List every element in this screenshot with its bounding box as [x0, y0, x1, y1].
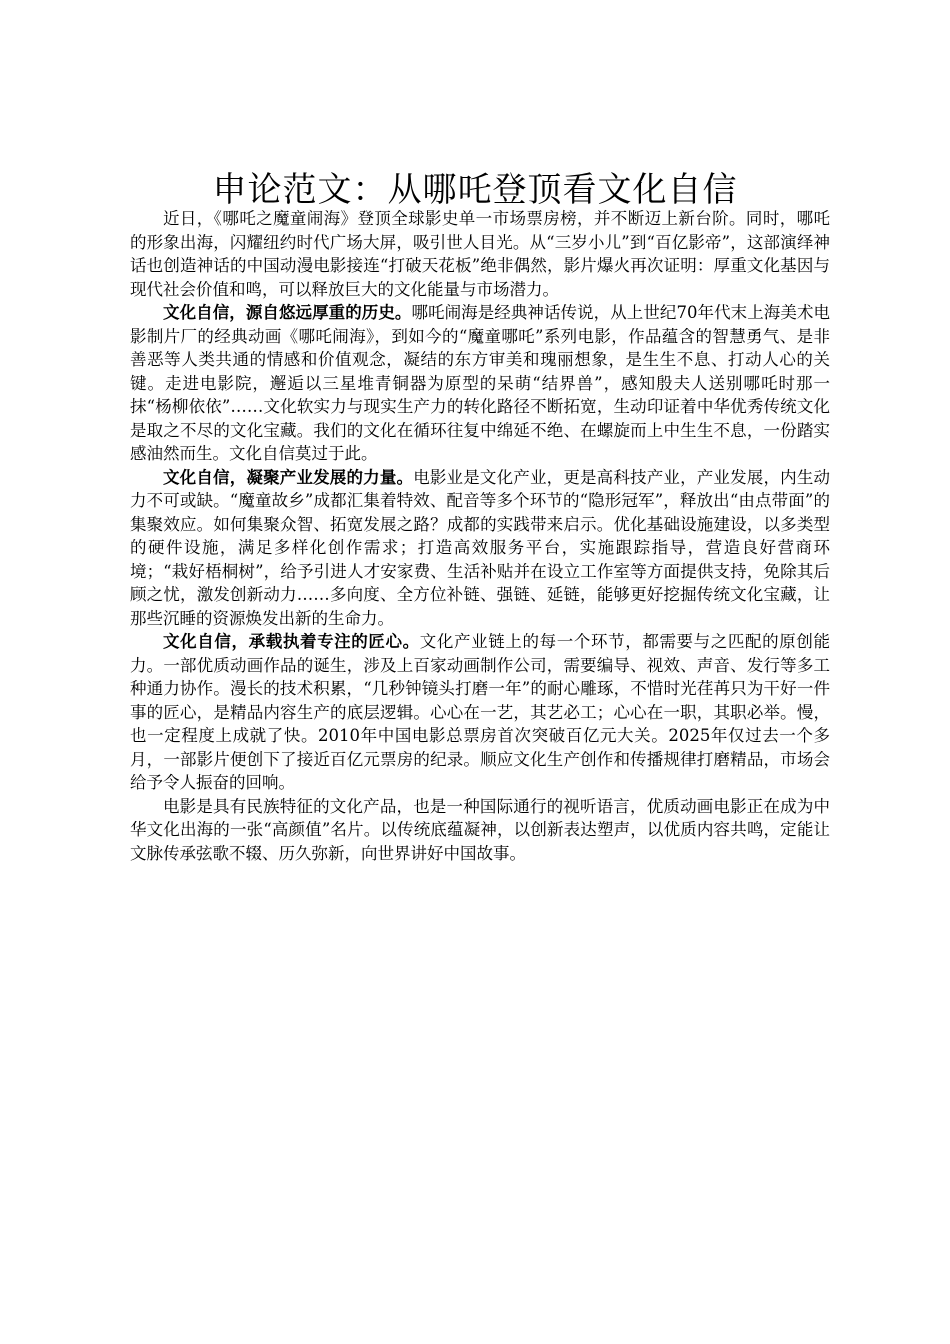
- document-title: 申论范文：从哪吒登顶看文化自信: [212, 170, 738, 210]
- paragraph-craftsmanship-text: 文化产业链上的每一个环节，都需要与之匹配的原创能力。一部优质动画作品的诞生，涉及上百家动画制作公司，需要编导、视效、声音、发行等多工种通力协作。漫长的技术积累，“几秒钟镜头打磨一年”的耐心雕琢，不惜时光荏苒只为干好一件事的匠心，是精品内容生产的底层逻辑。心心在一艺，其艺必工；心心在一职，其职必举。慢，也一定程度上成就了快。2010年中国电影总票房首次突破百亿元大关。2025年仅过去一个多月，一部影片便创下了接近百亿元票房的纪录。顺应文化生产创作和传播规律打磨精品，市场会给予令人振奋的回响。: [130, 632, 831, 792]
- paragraph-intro: [130, 207, 830, 301]
- paragraph-craftsmanship-lead: 文化自信，承载执着专注的匠心。: [163, 632, 420, 651]
- paragraph-craftsmanship: [130, 630, 830, 795]
- paragraph-conclusion: [130, 795, 830, 866]
- paragraph-history: [130, 301, 830, 466]
- paragraph-industry-text: 电影业是文化产业，更是高科技产业，产业发展，内生动力不可或缺。“魔童故乡”成都汇集着特效、配音等多个环节的“隐形冠军”，释放出“由点带面”的集聚效应。如何集聚众智、拓宽发展之路？成都的实践带来启示。优化基础设施建设，以多类型的硬件设施，满足多样化创作需求；打造高效服务平台，实施跟踪指导，营造良好营商环境；“栽好梧桐树”，给予引进人才安家费、生活补贴并在设立工作室等方面提供支持，免除其后顾之忧，激发创新动力……多向度、全方位补链、强链、延链，能够更好挖掘传统文化宝藏，让那些沉睡的资源焕发出新的生命力。: [130, 467, 831, 628]
- paragraph-history-lead: 文化自信，源自悠远厚重的历史。: [163, 303, 412, 322]
- paragraph-industry-lead: 文化自信，凝聚产业发展的力量。: [163, 467, 414, 487]
- document-body: [130, 207, 830, 865]
- paragraph-history-text: 哪吒闹海是经典神话传说，从上世纪70年代末上海美术电影制片厂的经典动画《哪吒闹海》，到如今的“魔童哪吒”系列电影，作品蕴含的智慧勇气、是非善恶等人类共通的情感和价值观念，凝结的东方审美和瑰丽想象，是生生不息、打动人心的关键。走进电影院，邂逅以三星堆青铜器为原型的呆萌“结界兽”，感知殷夫人送别哪吒时那一抹“杨柳依依”……文化软实力与现实生产力的转化路径不断拓宽，生动印证着中华优秀传统文化是取之不尽的文化宝藏。我们的文化在循环往复中绵延不绝、在螺旋而上中生生不息，一份踏实感油然而生。文化自信莫过于此。: [130, 303, 831, 463]
- paragraph-industry: [130, 466, 830, 631]
- paragraph-conclusion-text: 电影是具有民族特征的文化产品，也是一种国际通行的视听语言，优质动画电影正在成为中华文化出海的一张“高颜值”名片。以传统底蕴凝神，以创新表达塑声，以优质内容共鸣，定能让文脉传承弦歌不辍、历久弥新，向世界讲好中国故事。: [130, 796, 830, 863]
- paragraph-intro-text: 近日，《哪吒之魔童闹海》登顶全球影史单一市场票房榜，并不断迈上新台阶。同时，哪吒的形象出海，闪耀纽约时代广场大屏，吸引世人目光。从“三岁小儿”到“百亿影帝”，这部演绎神话也创造神话的中国动漫电影接连“打破天花板”绝非偶然，影片爆火再次证明：厚重文化基因与现代社会价值和鸣，可以释放巨大的文化能量与市场潜力。: [130, 209, 830, 299]
